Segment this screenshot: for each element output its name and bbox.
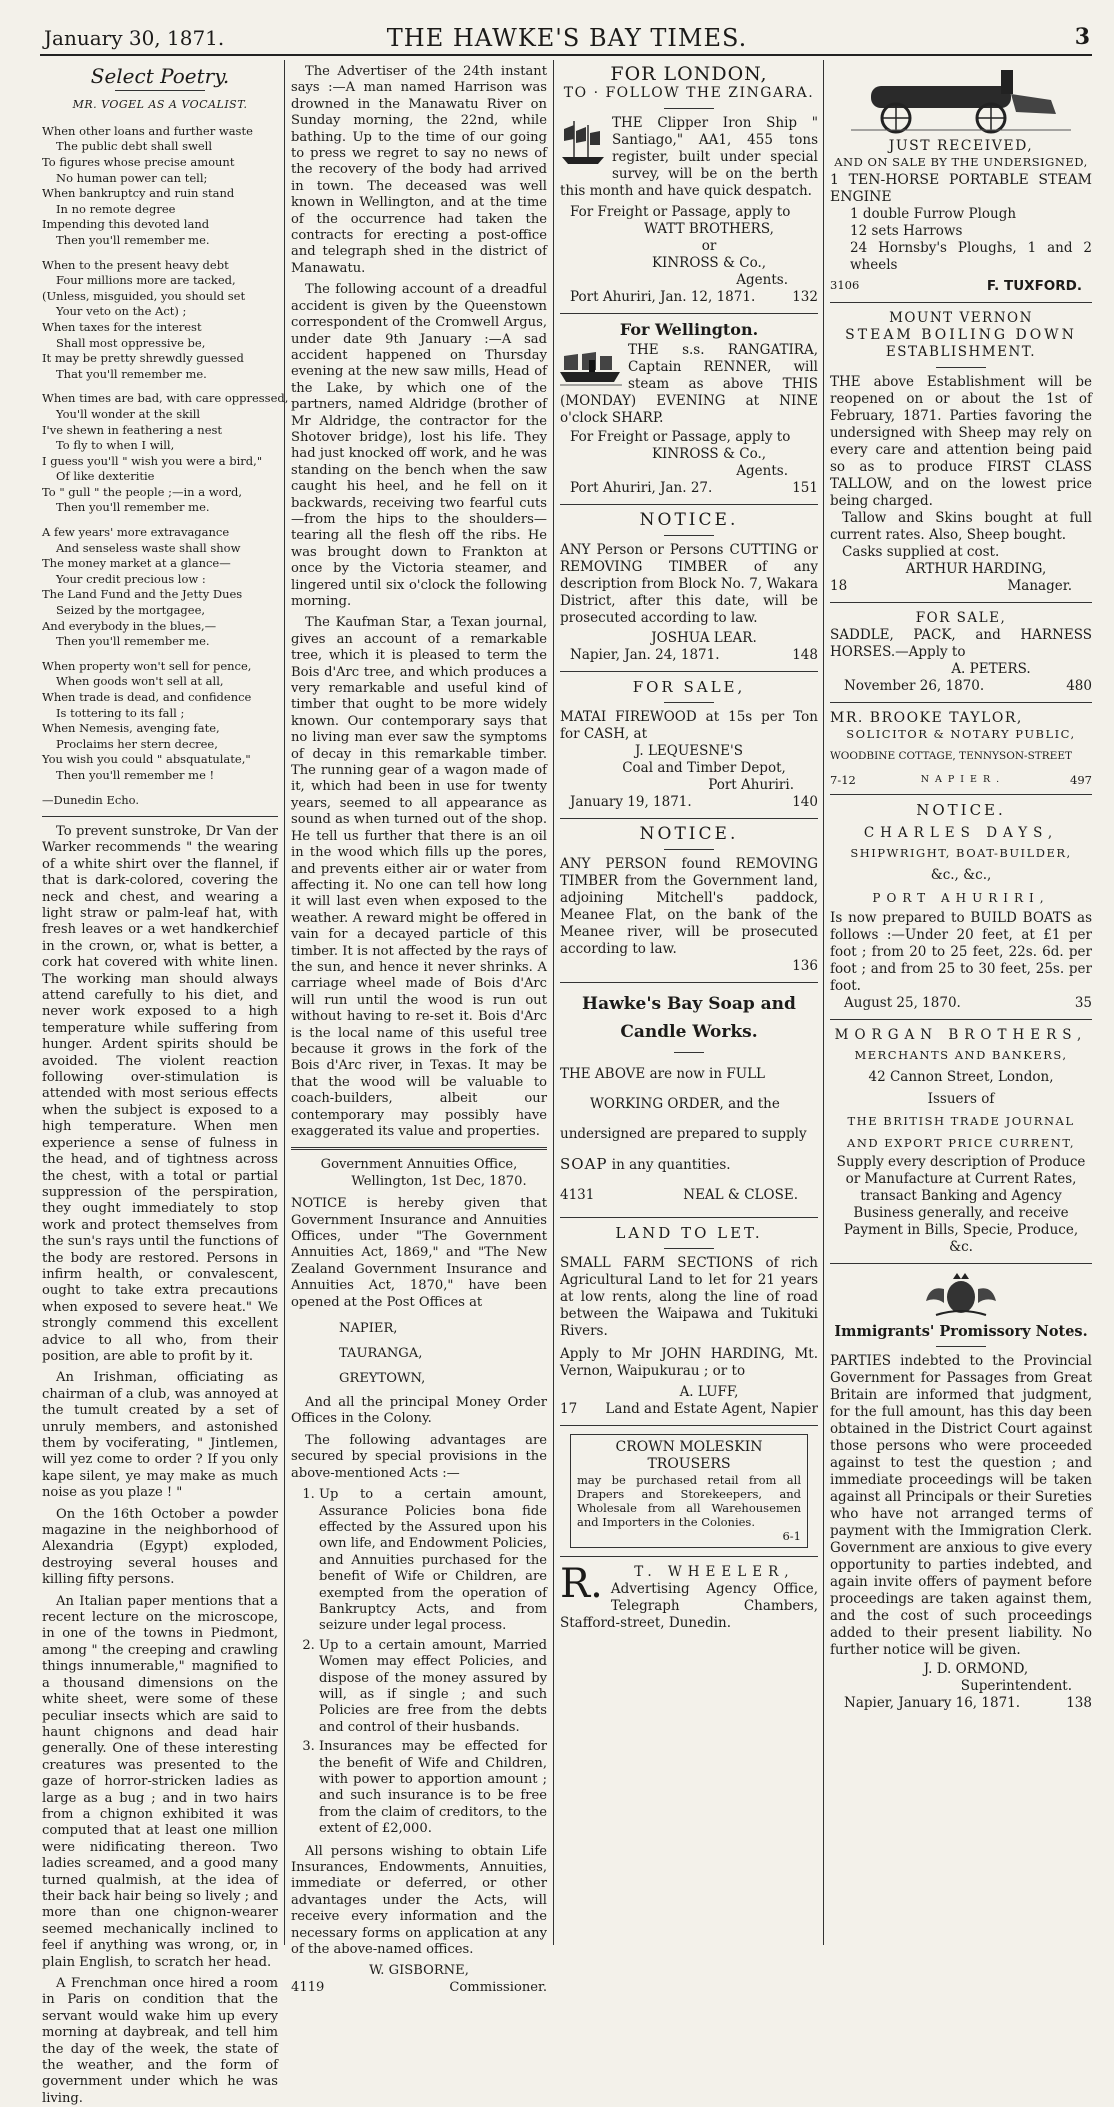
- soap-word: SOAP: [560, 1155, 608, 1173]
- superintendent-role: Superintendent.: [960, 1678, 1072, 1694]
- manager-role: Manager.: [1007, 578, 1072, 594]
- advantages-line: The following advantages are secured by special provisions in the above-mentioned Acts :—: [291, 1432, 547, 1481]
- notice-name: JOSHUA LEAR.: [651, 630, 757, 646]
- manager-name: ARTHUR HARDING,: [905, 561, 1047, 577]
- immigrants-notes-ad: [830, 1271, 1092, 1712]
- date-row: [560, 289, 818, 306]
- london-heading: FOR LONDON,: [610, 63, 768, 85]
- masthead: [44, 22, 1090, 52]
- received-heading: JUST RECEIVED,: [888, 138, 1034, 154]
- soap-line: undersigned are prepared to supply: [560, 1126, 807, 1142]
- received-sub: AND ON SALE BY THE UNDERSIGNED,: [834, 155, 1088, 169]
- notice-heading: NOTICE.: [916, 801, 1006, 819]
- divider: [936, 1346, 986, 1347]
- advantages-list: [291, 1487, 547, 1838]
- forsale-heading: FOR SALE,: [632, 678, 746, 696]
- steamship-icon: [560, 344, 622, 388]
- column-divider: [823, 60, 824, 1945]
- just-received-ad: [830, 64, 1092, 295]
- divider: [560, 313, 818, 314]
- poem-line: Then you'll remember me !: [56, 767, 215, 782]
- divider: [664, 535, 714, 536]
- article-manawatu: The Advertiser of the 24th instant says :—A man named Harrison was drowned in the Manawatu River on Sunday morning, the 22nd, while bathing. Up to the time of our going to press we regret to say no news of the recovery of the body had arrived in town. The deceased was well known in Wellington, and at the time of the occurrence had taken the contracts for erecting a post-office and telegraph shed in the district of Manawatu.: [291, 64, 547, 276]
- journal-name: THE BRITISH TRADE JOURNAL: [847, 1114, 1075, 1128]
- agent-role: Land and Estate Agent, Napier: [605, 1401, 818, 1417]
- ad-number: 18: [830, 578, 848, 594]
- divider: [115, 90, 205, 91]
- poem-line: When goods won't sell at all,: [56, 674, 224, 689]
- seller-sub: Coal and Timber Depot,: [622, 760, 786, 776]
- ad-number: 17: [560, 1401, 578, 1417]
- poem-line: Your credit precious low :: [56, 571, 206, 586]
- poem-line: It may be pretty shrewdly guessed: [42, 351, 244, 366]
- saddle-text: SADDLE, PACK, and HARNESS HORSES.—Apply to: [830, 627, 1092, 660]
- column-divider: [553, 60, 554, 1945]
- wellington-heading: For Wellington.: [619, 320, 759, 339]
- poem-line: Proclaims her stern decree,: [56, 736, 218, 751]
- divider: [560, 1217, 818, 1218]
- moleskin-text: may be purchased retail from all Drapers and Storekeepers, and Wholesale from all Warehousemen and Importers in the Colonies.: [577, 1473, 801, 1529]
- town-list: [291, 1316, 547, 1391]
- article-sunstroke: To prevent sunstroke, Dr Van der Warker recommends " the wearing of a white shirt over the flannel, if that is dark-colored, covering the neck and chest, and wearing a light straw or palm-leaf hat, with fresh leaves or a wet handkerchief in the crown, or, what is better, a cork hat covered with white linen. The working man should always attend carefully to his diet, and never work exposed to a high temperature while suffering from hunger. Ardent spirits should be avoided. The violent reaction following over-stimulation is attended with most serious effects when the subject is exposed to a high temperature. When men experience a sense of fulness in the head, and of tightness across the chest, with a total or partial suppression of the perspiration, they ought immediately to stop work and protect themselves from the sun's rays until the functions of the body are restored. Persons in infirm health, or convalescent, ought to take extra precautions when exposed to severe heat." We strongly commend this excellent advice to all who, from their position, are able to profit by it.: [42, 823, 278, 1364]
- column-2: [291, 64, 547, 1995]
- ad-number-2: 497: [1070, 773, 1092, 787]
- poem-line: The public debt shall swell: [56, 139, 213, 154]
- poem-line: When property won't sell for pence,: [42, 658, 252, 673]
- poem-title: MR. VOGEL AS A VOCALIST.: [72, 98, 248, 112]
- journal-name-2: AND EXPORT PRICE CURRENT,: [847, 1136, 1075, 1150]
- poem-line: Is tottering to its fall ;: [56, 705, 185, 720]
- poem: [42, 123, 289, 784]
- brooke-taylor-ad: [830, 710, 1092, 787]
- poem-line: And everybody in the blues,—: [42, 618, 217, 633]
- land-text: SMALL FARM SECTIONS of rich Agricultural Land to let for 21 years at low rents, along the line of road between the Waipawa and Tukituki Rivers.: [560, 1255, 818, 1339]
- article-frenchman: A Frenchman once hired a room in Paris on condition that the servant would wake him up every morning at daybreak, and tell him the day of the week, the state of the weather, and the form of government under which he was living.: [42, 1976, 278, 2106]
- agent-name: KINROSS & Co.,: [651, 446, 767, 462]
- poem-line: Then you'll remember me.: [56, 500, 210, 515]
- ad-number: 480: [1066, 678, 1092, 694]
- office-line: Government Annuities Office,: [320, 1157, 518, 1173]
- ad-date: Port Ahuriri, Jan. 27.: [570, 480, 713, 496]
- ad-number: 140: [792, 794, 818, 810]
- soap-owner: NEAL & CLOSE.: [683, 1187, 798, 1203]
- divider: [936, 367, 986, 368]
- signer: W. GISBORNE,: [369, 1963, 469, 1979]
- ad-number: 136: [792, 958, 818, 974]
- stanza-gap: [42, 650, 278, 659]
- divider: [830, 1019, 1092, 1020]
- office-date: Wellington, 1st Dec, 1870.: [351, 1173, 527, 1189]
- government-annuities-ad: [291, 1157, 547, 1996]
- poem-line: Of like dexteritie: [56, 469, 155, 484]
- moleskin-ad: [570, 1434, 808, 1548]
- wheeler-ad: [560, 1561, 818, 1632]
- vernon-heading: MOUNT VERNON: [889, 310, 1033, 326]
- issuers-line: Issuers of: [927, 1091, 995, 1107]
- divider: [42, 816, 278, 817]
- poem-line: When Nemesis, avenging fate,: [42, 721, 220, 736]
- date-row: [560, 480, 818, 497]
- builder-place: PORT AHURIRI,: [872, 891, 1050, 905]
- article-alexandria: On the 16th October a powder magazine in the neighborhood of Alexandria (Egypt) exploded, destroying several houses and killing fifty persons.: [42, 1506, 278, 1588]
- poem-line: No human power can tell;: [56, 170, 208, 185]
- poem-line: That you'll remember me.: [56, 366, 207, 381]
- divider: [664, 1248, 714, 1249]
- london-text: THE Clipper Iron Ship " Santiago," AA1, 455 tons register, built under special survey, will be on the berth this month and have quick despatch.: [560, 115, 818, 199]
- ad-date: August 25, 1870.: [844, 995, 961, 1011]
- poem-line: I guess you'll " wish you were a bird,": [42, 453, 263, 468]
- poem-line: The Land Fund and the Jetty Dues: [42, 587, 243, 602]
- ad-date: November 26, 1870.: [844, 678, 985, 694]
- superintendent-name: J. D. ORMOND,: [923, 1661, 1029, 1677]
- poem-line: You wish you could " absquatulate,": [42, 752, 251, 767]
- list-item: 24 Hornsby's Ploughs, 1 and 2 wheels: [850, 240, 1092, 273]
- list-item: 1 TEN-HORSE PORTABLE STEAM ENGINE: [830, 172, 1092, 205]
- article-bois-darc: The Kaufman Star, a Texan journal, gives an account of a remarkable tree, which it is pleased to term the Bois d'Arc tree, and which produces a very remarkable and useful kind of timber that ought to be more widely known. Our contemporary says that no living man ever saw the symptoms of decay in this remarkable timber. The running gear of a wagon made of it, which had been in use for twenty years, seemed to all appearance as sound as when turned out of the shop. He tell us further that there is an oil in the wood which fills up the pores, and prevents either air or water from affecting it. No one can tell how long it will last even when exposed to the weather. A reward might be offered in vain for a decayed particle of this timber. It is not affected by the rays of the sun, and hence it never shrinks. A carriage wheel made of Bois d'Arc will run until the wood is run out without having to re-set it. Bois d'Arc is the local name of this useful tree because it grows in the fork of the Bois d'Arc river, in Texas. It may be that the wood will be valuable to coach-builders, albeit our contemporary may possibly have exaggerated its value and properties.: [291, 615, 547, 1139]
- builder-trade: SHIPWRIGHT, BOAT-BUILDER,: [850, 846, 1072, 860]
- date-row: [560, 794, 818, 811]
- land-apply: Apply to Mr JOHN HARDING, Mt. Vernon, Waipukurau ; or to: [560, 1346, 818, 1379]
- wellington-text: THE s.s. RANGATIRA, Captain RENNER, will steam as above THIS (MONDAY) EVENING at NINE o'clock SHARP.: [560, 342, 818, 426]
- poem-line: A few years' more extravagance: [42, 525, 230, 540]
- poem-line: Seized by the mortgagee,: [56, 603, 206, 618]
- poem-line: I've shewn in feathering a nest: [42, 422, 223, 437]
- ad-number: 132: [792, 289, 818, 305]
- vernon-text: THE above Establishment will be reopened on or about the 1st of February, 1871. Parties favoring the undersigned with Sheep may rely on every care and attention being paid so as to produce FIRST CLASS TALLOW, and on the lowest price being charged.: [830, 374, 1092, 509]
- solicitor-role: SOLICITOR & NOTARY PUBLIC,: [846, 727, 1076, 741]
- article-microscope: An Italian paper mentions that a recent lecture on the microscope, in one of the towns in Piedmont, among " the creeping and crawling things innumerable," magnified to a thousand dimensions on the white sheet, were some of these peculiar insects which are said to haunt chignons and dead hair generally. One of these interesting creatures was presented to the gaze of horror-stricken ladies as large as a bug ; and in two hairs from a chignon exhibited it was computed that at least one million were nidificating thereon. Two ladies screamed, and a good many turned qualmish, at the idea of their back hair being so lively ; and more than one chignon-wearer seemed mechanically inclined to feel if anything was wrong, or, in plain English, to scratch her head.: [42, 1593, 278, 1970]
- received-items: [830, 172, 1092, 274]
- firm-address: 42 Cannon Street, London,: [868, 1069, 1054, 1085]
- page-number: 3: [1074, 24, 1090, 50]
- stanza-gap: [42, 249, 278, 258]
- divider: [664, 849, 714, 850]
- town: NAPIER,: [339, 1321, 398, 1337]
- poem-line: The money market at a glance—: [42, 556, 231, 571]
- solicitor-name: MR. BROOKE TAYLOR,: [830, 710, 1023, 726]
- stanza-gap: [42, 516, 278, 525]
- divider: [560, 1425, 818, 1426]
- list-item: 2. Up to a certain amount, Married Women may effect Policies, and dispose of the money assured by will, as if single ; and such Policies are free from the debts and control of their husbands.: [319, 1638, 547, 1736]
- poem-line: When trade is dead, and confidence: [42, 690, 252, 704]
- seller-name: J. LEQUESNE'S: [635, 743, 743, 759]
- divider: [664, 108, 714, 109]
- poem-line: When times are bad, with care oppressed,: [42, 391, 289, 406]
- soap-works-ad: [560, 990, 818, 1210]
- ad-number: 6-1: [782, 1529, 801, 1543]
- ad-number: 138: [1066, 1695, 1092, 1711]
- poem-line: And senseless waste shall show: [56, 540, 241, 555]
- seller-name: A. PETERS.: [951, 661, 1031, 677]
- notice-timber-ad: [560, 512, 818, 664]
- poem-line: When bankruptcy and ruin stand: [42, 186, 235, 201]
- solicitor-place: NAPIER.: [920, 774, 1006, 785]
- wheeler-text: Advertising Agency Office, Telegraph Chambers, Stafford-street, Dunedin.: [560, 1581, 818, 1631]
- immigrants-text: PARTIES indebted to the Provincial Government for Passages from Great Britain are informed that judgment, for the full amount, has this day been obtained in the District Court against those persons who were proceeded against to test the question ; and immediate proceedings will be taken against all Principals or their Sureties who have not arranged terms of payment with the Immigration Clerk. Government are anxious to give every opportunity to parties indebted, and again invite offers of payment before proceedings are taken against them, and the cost of such proceedings added to their present liability. No further notice will be given.: [830, 1353, 1092, 1658]
- moleskin-heading: CROWN MOLESKIN TROUSERS: [615, 1439, 763, 1472]
- poem-line: (Unless, misguided, you should set: [42, 288, 246, 303]
- poem-line: In no remote degree: [56, 201, 176, 216]
- morgan-brothers-ad: [830, 1027, 1092, 1256]
- mount-vernon-ad: [830, 310, 1092, 595]
- firm-name: MORGAN BROTHERS,: [834, 1027, 1088, 1043]
- newspaper-title: THE HAWKE'S BAY TIMES.: [386, 24, 748, 52]
- divider: [560, 1556, 818, 1557]
- column-divider: [284, 60, 285, 1945]
- closing-text: All persons wishing to obtain Life Insurances, Endowments, Annuities, immediate or deferred, or other advantages under the Acts, will receive every information and the necessary forms on application at any of the above-named offices.: [291, 1843, 547, 1958]
- seller-place: Port Ahuriri.: [708, 777, 794, 793]
- vernon-heading-2: STEAM BOILING DOWN: [845, 327, 1077, 343]
- divider: [560, 504, 818, 505]
- poem-source: —Dunedin Echo.: [42, 792, 140, 807]
- firm-role: MERCHANTS AND BANKERS,: [854, 1048, 1068, 1062]
- ad-number: 35: [1074, 995, 1092, 1011]
- divider: [560, 982, 818, 983]
- builder-text: Is now prepared to BUILD BOATS as follows :—Under 20 feet, at £1 per foot ; from 20 to 25 feet, 22s. 6d. per foot ; and from 25 to 30 feet, 25s. per foot.: [830, 910, 1092, 994]
- issue-date: January 30, 1871.: [44, 26, 225, 50]
- divider: [560, 671, 818, 672]
- wellington-ad: [560, 321, 818, 497]
- soap-line: WORKING ORDER, and the: [590, 1096, 780, 1112]
- agents-label: Agents.: [736, 463, 788, 479]
- column-1: [42, 64, 289, 2106]
- poem-line: To " gull " the people ;—in a word,: [42, 484, 243, 499]
- notice-heading: NOTICE.: [639, 510, 739, 530]
- land-to-let-ad: [560, 1225, 818, 1418]
- signature-row: [291, 1980, 547, 1996]
- money-order-line: And all the principal Money Order Offices in the Colony.: [291, 1395, 547, 1427]
- town: TAURANGA,: [339, 1346, 423, 1362]
- ad-number: 148: [792, 647, 818, 663]
- poem-line: Four millions more are tacked,: [56, 273, 236, 288]
- ad-number: 151: [792, 480, 818, 496]
- date-row: [560, 647, 818, 664]
- seller-name: F. TUXFORD.: [986, 278, 1082, 294]
- masthead-rule: [40, 54, 1092, 56]
- divider: [664, 702, 714, 703]
- london-ad: [560, 63, 818, 306]
- divider: [830, 302, 1092, 303]
- or-line: or: [701, 238, 717, 254]
- ad-number: 4131: [560, 1187, 595, 1203]
- ad-number: 3106: [830, 278, 860, 292]
- firm-text: Supply every description of Produce or Manufacture at Current Rates, transact Banking and Agency Business generally, and receive Payment in Bills, Specie, Produce, &c.: [836, 1154, 1086, 1255]
- column-4: [830, 64, 1092, 1944]
- agent-name: WATT BROTHERS,: [644, 221, 774, 237]
- ad-date: Napier, Jan. 24, 1871.: [570, 647, 720, 663]
- ad-number: 4119: [291, 1979, 325, 1995]
- firewood-ad: [560, 679, 818, 811]
- divider: [674, 1052, 704, 1053]
- poem-line: You'll wonder at the skill: [56, 406, 201, 421]
- town: GREYTOWN,: [339, 1371, 426, 1387]
- steam-engine-icon: [851, 64, 1071, 134]
- ad-date: Napier, January 16, 1871.: [844, 1695, 1021, 1711]
- saddle-heading: FOR SALE,: [915, 610, 1007, 626]
- land-heading: LAND TO LET.: [615, 1224, 763, 1242]
- agent-name: A. LUFF,: [679, 1384, 739, 1400]
- vernon-text-2: Tallow and Skins bought at full current rates. Also, Sheep bought.: [830, 510, 1092, 543]
- solicitor-address: WOODBINE COTTAGE, TENNYSON-STREET: [830, 750, 1073, 762]
- poem-line: To figures whose precise amount: [42, 155, 235, 169]
- article-irishman: An Irishman, officiating as chairman of a club, was annoyed at the tumult created by a set of unruly members, and astonished them by vociferating, " Jintlemen, will yez come to order ? If you only kape silent, ye may make as much noise as you plaze ! ": [42, 1370, 278, 1501]
- poem-line: Impending this devoted land: [42, 217, 210, 232]
- poem-line: When to the present heavy debt: [42, 257, 229, 272]
- wheeler-letter: R.: [560, 1561, 603, 1607]
- poem-line: Your veto on the Act) ;: [56, 304, 187, 319]
- agents-label: Agents.: [736, 272, 788, 288]
- charles-days-ad: [830, 802, 1092, 1012]
- notice-heading: NOTICE.: [639, 824, 739, 844]
- soap-line: in any quantities.: [611, 1157, 731, 1173]
- immigrants-heading: Immigrants' Promissory Notes.: [834, 1323, 1088, 1340]
- london-subheading: TO · FOLLOW THE ZINGARA.: [563, 85, 815, 101]
- saddle-ad: [830, 610, 1092, 695]
- ad-date: January 19, 1871.: [570, 794, 692, 810]
- poem-line: Shall most oppressive be,: [56, 335, 206, 350]
- poem-line: To fly to when I will,: [56, 438, 175, 453]
- forsale-text: MATAI FIREWOOD at 15s per Ton for CASH, at: [560, 709, 818, 742]
- list-item: 3. Insurances may be effected for the benefit of Wife and Children, with power to apportion amount ; and such insurance is to be free from the claim of creditors, to the extent of £2,000.: [319, 1739, 547, 1837]
- list-item: 1. Up to a certain amount, Assurance Policies bona fide effected by the Assured upon his own life, and Endowment Policies, and Annuities purchased for the benefit of Wife or Children, are exempted from the operation of Bankruptcy Acts, and from seizure under legal process.: [319, 1487, 547, 1635]
- divider: [291, 1147, 547, 1150]
- builder-etc: &c., &c.,: [930, 867, 992, 883]
- poem-line: Then you'll remember me.: [56, 634, 210, 649]
- poem-line: Then you'll remember me.: [56, 232, 210, 247]
- notice-text: NOTICE is hereby given that Government Insurance and Annuities Offices, under "The Government Annuities Act, 1869," and "The New Zealand Government Insurance and Annuities Act, 1870," have been opened at the Post Offices at: [291, 1196, 547, 1310]
- divider: [830, 794, 1092, 795]
- builder-name: CHARLES DAYS,: [863, 825, 1059, 841]
- divider: [830, 1263, 1092, 1264]
- freight-line: For Freight or Passage, apply to: [570, 204, 791, 220]
- ad-date: Port Ahuriri, Jan. 12, 1871.: [570, 289, 756, 305]
- poetry-heading: Select Poetry.: [90, 64, 230, 88]
- notice-removing-ad: [560, 826, 818, 975]
- notice-text: ANY Person or Persons CUTTING or REMOVING TIMBER of any description from Block No. 7, Wakara District, after this date, will be prosecuted according to law.: [560, 542, 818, 626]
- ad-number: 7-12: [830, 773, 856, 787]
- royal-crest-icon: [906, 1271, 1016, 1319]
- vernon-heading-3: ESTABLISHMENT.: [885, 344, 1037, 360]
- notice-text: ANY PERSON found REMOVING TIMBER from the Government land, adjoining Mitchell's paddock, Meanee Flat, on the bank of the Meanee river, will be prosecuted according to law.: [560, 856, 818, 957]
- list-item: 1 double Furrow Plough: [850, 206, 1017, 222]
- soap-line: THE ABOVE are now in FULL: [560, 1066, 765, 1082]
- sailing-ship-icon: [560, 117, 606, 167]
- poem-line: When other loans and further waste: [42, 123, 253, 138]
- divider: [830, 702, 1092, 703]
- agent-name: KINROSS & Co.,: [651, 255, 767, 271]
- vernon-text-3: Casks supplied at cost.: [842, 544, 1000, 560]
- soap-body: [560, 1059, 818, 1210]
- list-item: 12 sets Harrows: [850, 223, 963, 239]
- signer-role: Commissioner.: [449, 1979, 547, 1995]
- column-3: [560, 64, 818, 1944]
- wheeler-name: T. WHEELER,: [634, 1564, 795, 1580]
- poem-line: When taxes for the interest: [42, 319, 202, 334]
- article-accident: The following account of a dreadful accident is given by the Queenstown correspondent of the Cromwell Argus, under date 9th January :—A sad accident happened on Thursday evening at the new saw mills, Head of the Lake, by which one of the partners, named Aldridge (brother of Mr Aldridge, the contractor for the Shotover bridge), lost his life. They had just knocked off work, and he was standing on the bench when the saw caught his heel, and he fell on it backwards, receiving two fearful cuts—from the hips to the shoulders—tearing all the flesh off the ribs. He was brought down to Frankton at once by the Victoria steamer, and lingered until six o'clock the following morning.: [291, 282, 547, 609]
- stanza-gap: [42, 382, 278, 391]
- divider: [560, 818, 818, 819]
- soap-heading: Hawke's Bay Soap and Candle Works.: [582, 994, 796, 1042]
- divider: [830, 602, 1092, 603]
- freight-line: For Freight or Passage, apply to: [570, 429, 791, 445]
